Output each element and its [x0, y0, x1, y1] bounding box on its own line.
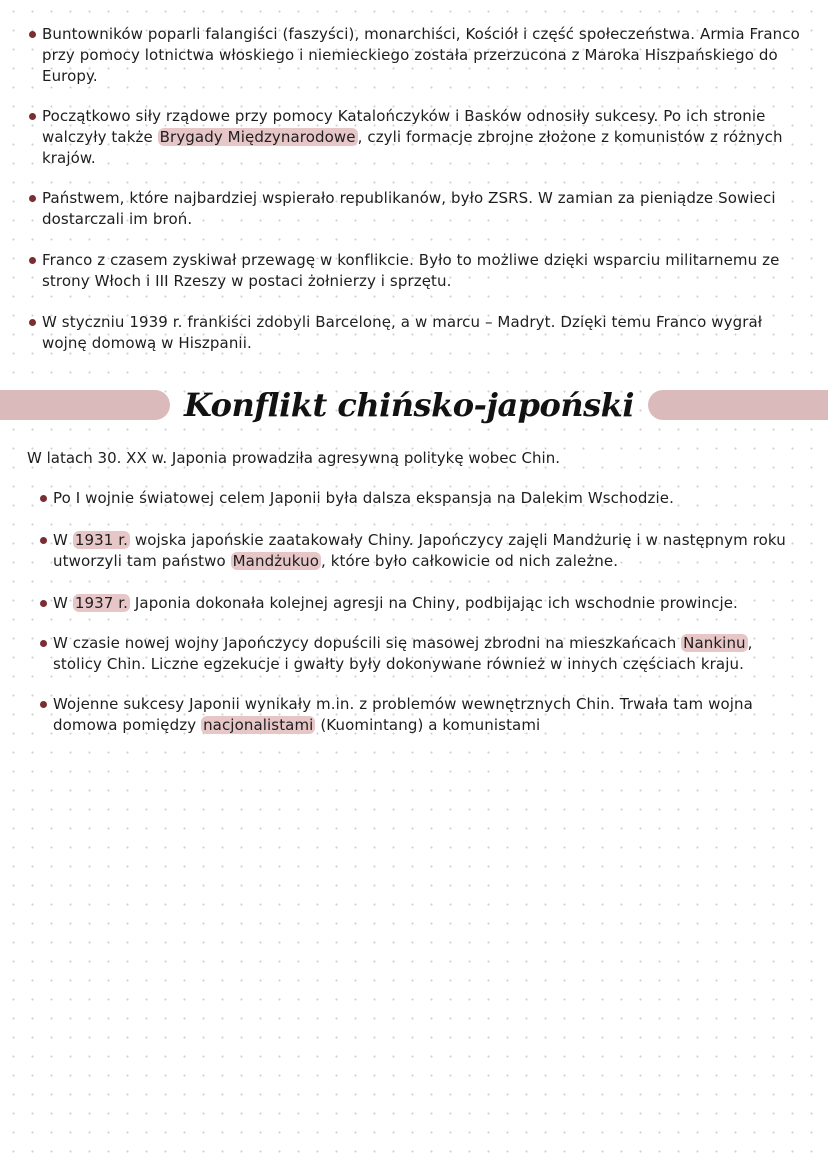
list-item-text: [53, 488, 800, 509]
text-segment: Franco z czasem zyskiwał przewagę w konflikcie. Było to możliwe dzięki wsparciu militarnemu ze strony Włoch i III Rzeszy w postaci żołnierzy i sprzętu.: [42, 251, 780, 290]
bullet-icon: [40, 537, 47, 544]
bullet-icon: [40, 701, 47, 708]
bullet-icon: [40, 600, 47, 607]
list-item: [29, 312, 801, 354]
list-item: [40, 530, 800, 572]
section-intro: W latach 30. XX w. Japonia prowadziła agresywną politykę wobec Chin.: [27, 449, 560, 467]
highlighted-term: 1937 r.: [74, 594, 129, 612]
section-heading: Konflikt chińsko-japoński: [183, 386, 634, 424]
text-segment: Po I wojnie światowej celem Japonii była dalsza ekspansja na Dalekim Wschodzie.: [53, 489, 674, 507]
highlighted-term: nacjonalistami: [203, 716, 314, 734]
bullet-icon: [40, 495, 47, 502]
text-segment: W: [53, 594, 73, 612]
heading-band-right: [648, 390, 828, 420]
bullet-icon: [40, 640, 47, 647]
text-segment: , które było całkowicie od nich zależne.: [321, 552, 619, 570]
list-item-text: [42, 312, 801, 354]
highlighted-term: 1931 r.: [74, 531, 129, 549]
text-segment: Wojenne sukcesy Japonii wynikały m.in. z problemów wewnętrznych Chin. Trwała tam wojna domowa pomiędzy: [53, 695, 753, 734]
text-segment: Japonia dokonała kolejnej agresji na Chiny, podbijając ich wschodnie prowincje.: [130, 594, 738, 612]
list-item: [29, 188, 801, 230]
highlighted-term: Brygady Międzynarodowe: [159, 128, 356, 146]
bullet-icon: [29, 319, 36, 326]
list-item-text: [53, 694, 800, 736]
text-segment: W styczniu 1939 r. frankiści zdobyli Barcelonę, a w marcu – Madryt. Dzięki temu Franco wygrał wojnę domową w Hiszpanii.: [42, 313, 763, 352]
highlighted-term: Nankinu: [683, 634, 746, 652]
list-item: [29, 106, 801, 169]
text-segment: Państwem, które najbardziej wspierało republikanów, było ZSRS. W zamian za pieniądze Sowieci dostarczali im broń.: [42, 189, 776, 228]
text-segment: W czasie nowej wojny Japończycy dopuścili się masowej zbrodni na mieszkańcach: [53, 634, 682, 652]
text-segment: wojska japońskie zaatakowały Chiny. Japończycy zajęli Mandżurię i w następnym roku utworzyli tam państwo: [53, 531, 786, 570]
highlighted-term: Mandżukuo: [232, 552, 319, 570]
bullet-icon: [29, 31, 36, 38]
text-segment: , czyli formacje zbrojne złożone z komunistów z różnych krajów.: [42, 128, 783, 167]
list-item: [40, 488, 800, 509]
text-segment: , stolicy Chin. Liczne egzekucje i gwałty były dokonywane również w innych częściach kraju.: [53, 634, 753, 673]
list-item-text: [42, 250, 801, 292]
bullet-icon: [29, 195, 36, 202]
list-item-text: [42, 188, 801, 230]
list-item: [29, 250, 801, 292]
text-segment: W: [53, 531, 73, 549]
heading-band-left: [0, 390, 170, 420]
list-item-text: [42, 24, 801, 87]
list-item-text: [53, 593, 800, 614]
list-item-text: [53, 530, 800, 572]
text-segment: (Kuomintang) a komunistami: [315, 716, 541, 734]
list-item: [40, 593, 800, 614]
text-segment: Początkowo siły rządowe przy pomocy Katalończyków i Basków odnosiły sukcesy. Po ich stronie walczyły także: [42, 107, 766, 146]
list-item: [40, 694, 800, 736]
bullet-icon: [29, 257, 36, 264]
text-segment: Buntowników poparli falangiści (faszyści), monarchiści, Kościół i część społeczeństwa. Armia Franco przy pomocy lotnictwa włoskiego i niemieckiego została przerzucona z Maroka Hiszpańskiego do Europy.: [42, 25, 800, 85]
list-item-text: [53, 633, 800, 675]
list-item-text: [42, 106, 801, 169]
list-item: [40, 633, 800, 675]
list-item: [29, 24, 801, 87]
bullet-icon: [29, 113, 36, 120]
